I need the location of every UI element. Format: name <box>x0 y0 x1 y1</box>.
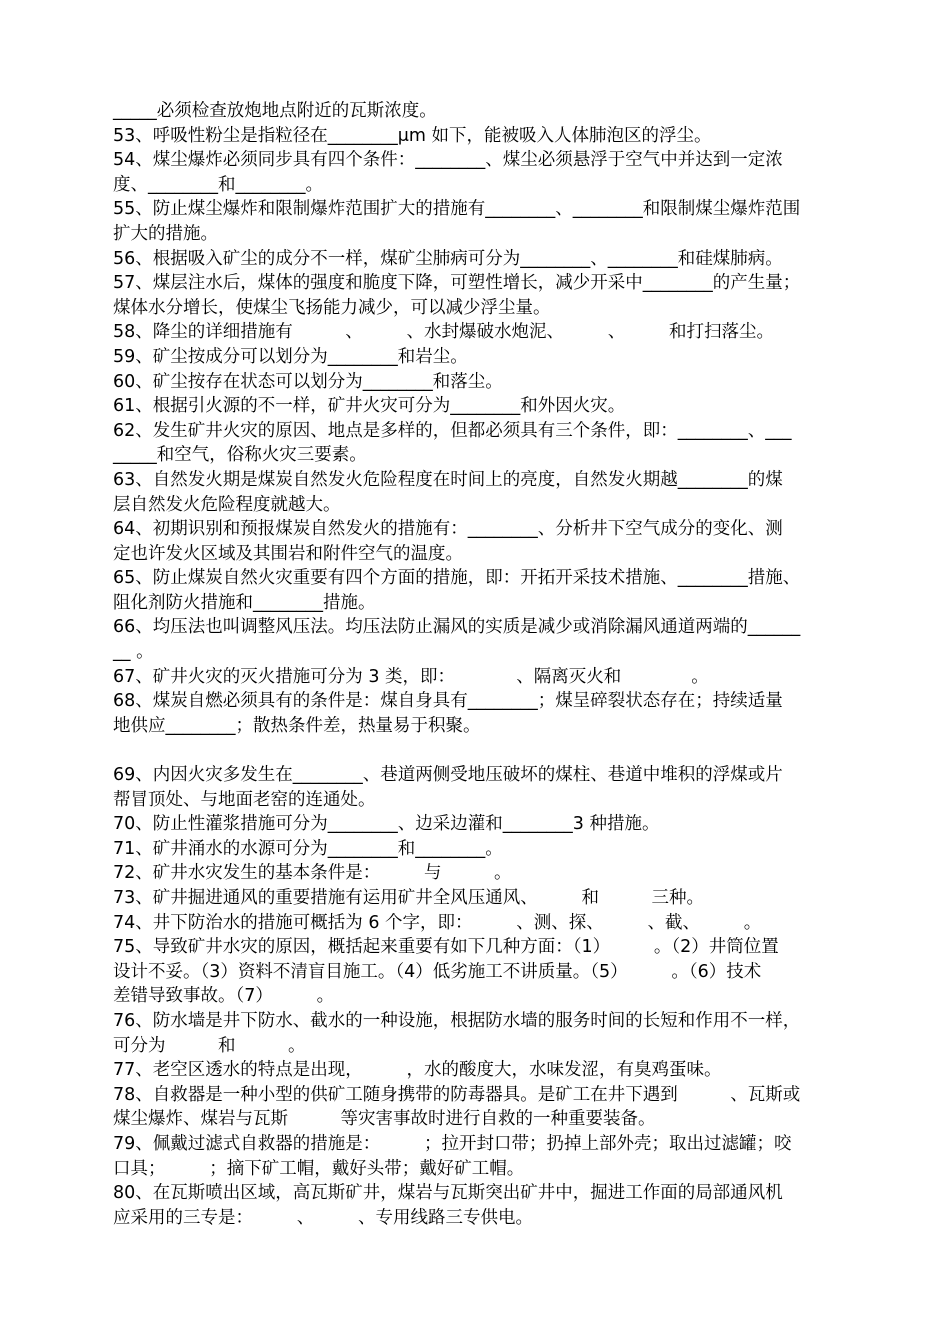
question-64: 64、初期识别和预报煤炭自然发火的措施有：________、分析井下空气成分的变化、测 <box>113 519 783 540</box>
question-54-cont: 度、________和________。 <box>113 174 323 195</box>
question-61: 61、根据引火源的不一样，矿井火灾可分为________和外因火灾。 <box>113 396 626 417</box>
question-72: 72、矿井水灾发生的基本条件是： 与 。 <box>113 863 512 884</box>
question-53: 53、呼吸性粉尘是指粒径在________μm 如下，能被吸入人体肺泡区的浮尘。 <box>113 125 712 146</box>
question-76-cont: 可分为 和 。 <box>113 1035 306 1056</box>
question-54: 54、煤尘爆炸必须同步具有四个条件：________、煤尘必须悬浮于空气中并达到一定浓 <box>113 150 783 171</box>
question-80: 80、在瓦斯喷出区域，高瓦斯矿井，煤岩与瓦斯突出矿井中，掘进工作面的局部通风机 <box>113 1183 783 1204</box>
question-68: 68、煤炭自燃必须具有的条件是：煤自身具有________；煤呈碎裂状态存在；持续适量 <box>113 691 783 712</box>
question-73: 73、矿井掘进通风的重要措施有运用矿井全风压通风、 和 三种。 <box>113 888 705 908</box>
question-55-cont: 扩大的措施。 <box>113 223 218 244</box>
question-77: 77、老空区透水的特点是出现， ，水的酸度大，水味发涩，有臭鸡蛋味。 <box>113 1060 722 1081</box>
question-56: 56、根据吸入矿尘的成分不一样，煤矿尘肺病可分为________、________和硅煤肺病。 <box>113 248 783 269</box>
question-76: 76、防水墙是井下防水、截水的一种设施，根据防水墙的服务时间的长短和作用不一样， <box>113 1010 801 1031</box>
question-63-cont: 层自然发火危险程度就越大。 <box>113 494 341 515</box>
question-66-cont: __ 。 <box>113 642 154 663</box>
question-79: 79、佩戴过滤式自救器的措施是： ；拉开封口带；扔掉上部外壳；取出过滤罐；咬 <box>113 1133 792 1154</box>
question-58: 58、降尘的详细措施有 、 、水封爆破水炮泥、 、 和打扫落尘。 <box>113 322 775 343</box>
question-57: 57、煤层注水后，煤体的强度和脆度下降，可塑性增长，减少开采中________的产生量； <box>113 273 801 294</box>
question-71: 71、矿井涌水的水源可分为________和________。 <box>113 838 503 859</box>
question-62: 62、发生矿井火灾的原因、地点是多样的，但都必须具有三个条件，即：________、___ <box>113 420 792 441</box>
question-66: 66、均压法也叫调整风压法。均压法防止漏风的实质是减少或消除漏风通道两端的______ <box>113 617 801 638</box>
text-line: _____必须检查放炮地点附近的瓦斯浓度。 <box>113 101 437 121</box>
question-59: 59、矿尘按成分可以划分为________和岩尘。 <box>113 346 468 367</box>
question-67: 67、矿井火灾的灭火措施可分为 3 类，即： 、隔离灭火和 。 <box>113 666 709 687</box>
question-65: 65、防止煤炭自然火灾重要有四个方面的措施，即：开拓开采技术措施、________措施、 <box>113 568 801 589</box>
question-78: 78、自救器是一种小型的供矿工随身携带的防毒器具。是矿工在井下遇到 、瓦斯或 <box>113 1084 801 1105</box>
question-63: 63、自然发火期是煤炭自然发火危险程度在时间上的亮度，自然发火期越________的煤 <box>113 469 783 490</box>
question-74: 74、井下防治水的措施可概括为 6 个字，即： 、测、探、 、截、 。 <box>113 912 762 933</box>
question-57-cont: 煤体水分增长，使煤尘飞扬能力减少，可以减少浮尘量。 <box>113 297 551 318</box>
question-75-cont2: 差错导致事故。（7） 。 <box>113 986 335 1007</box>
question-75: 75、导致矿井水灾的原因，概括起来重要有如下几种方面：（1） 。（2）井筒位置 <box>113 937 779 958</box>
question-60: 60、矿尘按存在状态可以划分为________和落尘。 <box>113 371 503 392</box>
question-75-cont: 设计不妥。（3）资料不清盲目施工。（4）低劣施工不讲质量。（5） 。（6）技术 <box>113 961 762 982</box>
question-80-cont: 应采用的三专是： 、 、专用线路三专供电。 <box>113 1207 533 1228</box>
blank-line <box>113 738 870 763</box>
question-78-cont: 煤尘爆炸、煤岩与瓦斯 等灾害事故时进行自救的一种重要装备。 <box>113 1109 656 1130</box>
question-55: 55、防止煤尘爆炸和限制爆炸范围扩大的措施有________、________和限制煤尘爆炸范围 <box>113 199 801 220</box>
question-69: 69、内因火灾多发生在________、巷道两侧受地压破坏的煤柱、巷道中堆积的浮煤或片 <box>113 765 783 786</box>
question-62-cont: _____和空气，俗称火灾三要素。 <box>113 445 367 466</box>
question-65-cont: 阻化剂防火措施和________措施。 <box>113 592 376 613</box>
question-64-cont: 定也许发火区域及其围岩和附件空气的温度。 <box>113 543 463 564</box>
question-70: 70、防止性灌浆措施可分为________、边采边灌和________3 种措施。 <box>113 814 660 835</box>
question-68-cont: 地供应________；散热条件差，热量易于积聚。 <box>113 715 481 736</box>
question-79-cont: 口具； ；摘下矿工帽，戴好头带；戴好矿工帽。 <box>113 1158 525 1179</box>
question-69-cont: 帮冒顶处、与地面老窑的连通处。 <box>113 789 376 810</box>
